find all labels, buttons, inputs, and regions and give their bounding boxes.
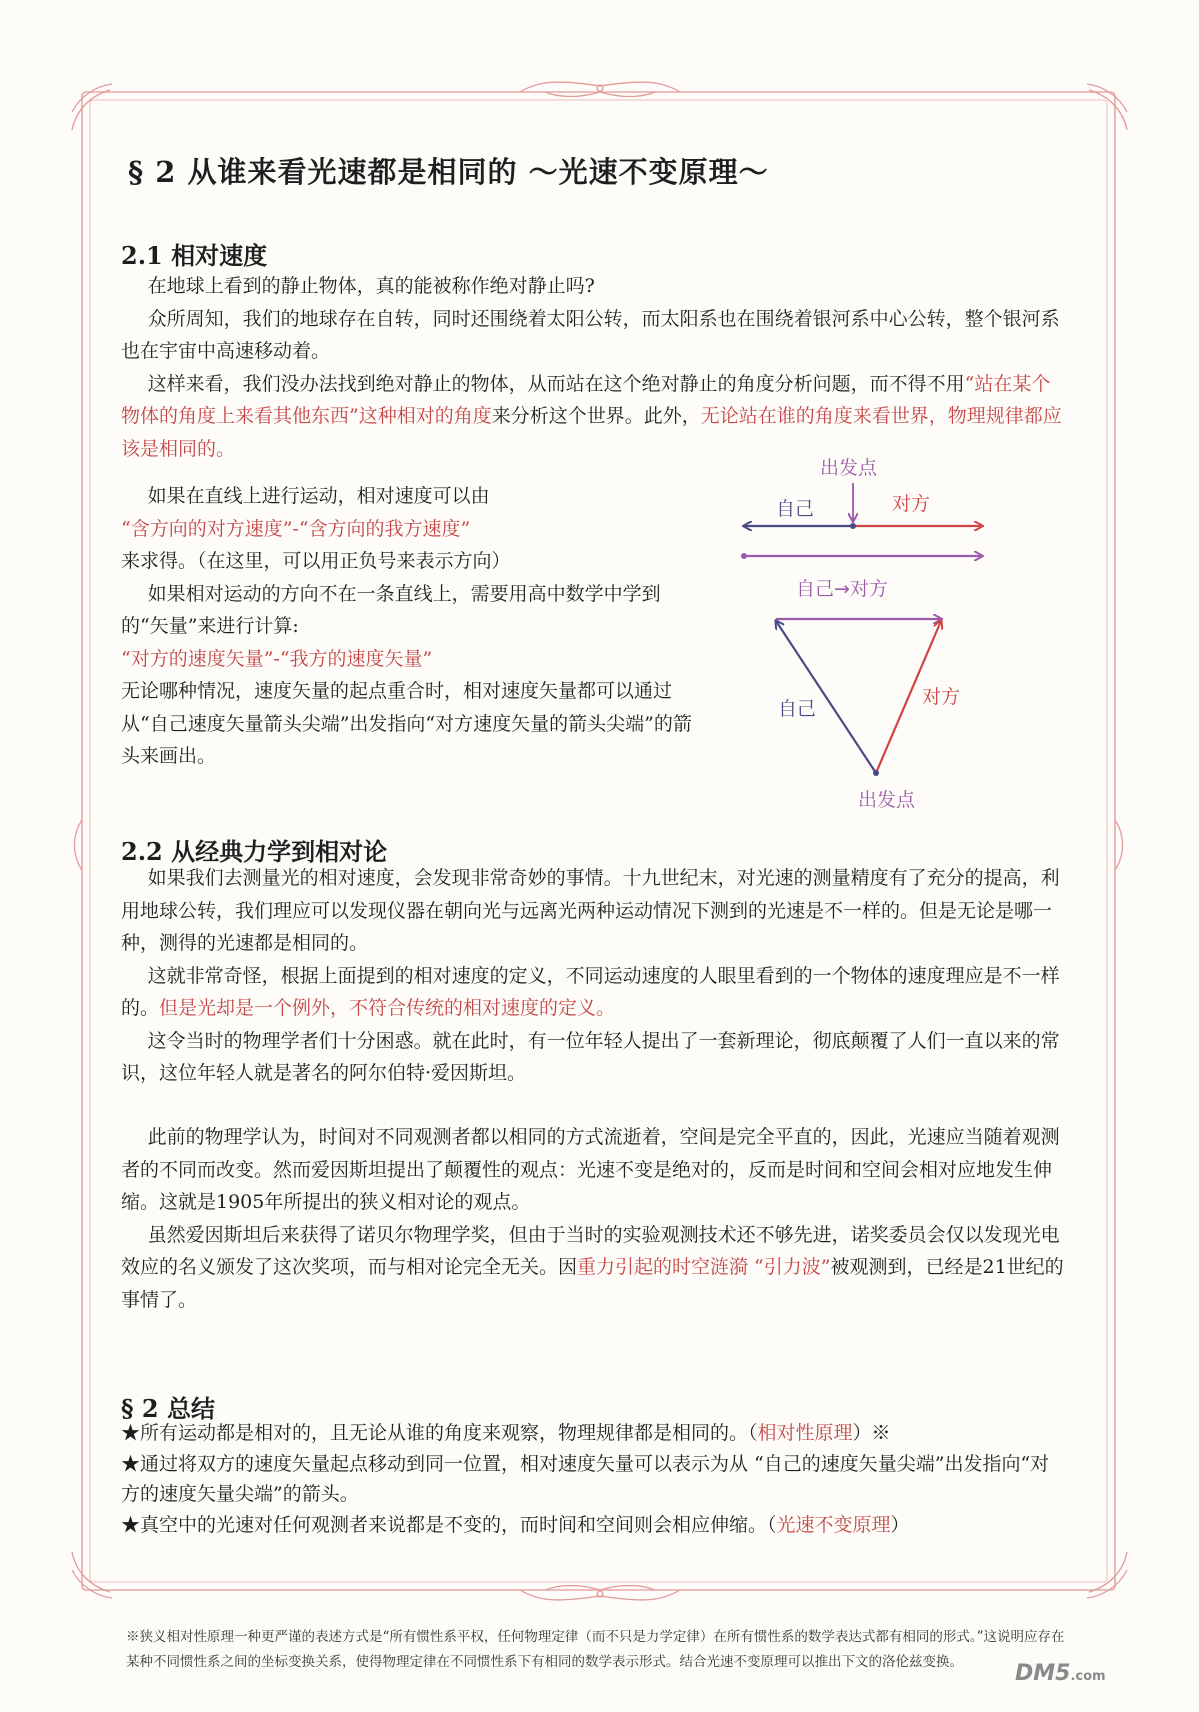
footnote-text: ※狭义相对性原理一种更严谨的表述方式是“所有惯性系平权，任何物理定律（而不只是力学定律）在所有惯性系的数学表达式都有相同的形式。”这说明应存在某种不同惯性系之间的坐标变换关系，使得物理定律在不同惯性系下有相同的数学表示形式。结合光速不变原理可以推出下文的洛伦兹变换。 xyxy=(126,1629,1065,1670)
highlight-text: “站在某个物体的角度上来看其他东西”这种 xyxy=(121,372,1051,427)
paragraph: 此前的物理学认为，时间对不同观测者都以相同的方式流逝着，空间是完全平直的，因此，光速应当随着观测者的不同而改变。然而爱因斯坦提出了颠覆性的观点：光速不变是绝对的，反而是时间和空间会相对应地发生伸缩。这就是1905年所提出的狭义相对论的观点。 xyxy=(121,1126,1060,1213)
relative-start-dot xyxy=(741,553,747,559)
page-title: § 2 从谁来看光速都是相同的 ～光速不变原理～ xyxy=(128,155,769,189)
text: 这就非常奇怪，根据上面提到的相对速度的定义，不同运动速度的人眼里看到的一个物体的速度理应是不一样的。 xyxy=(121,964,1060,1019)
self-label: 自己 xyxy=(776,498,815,520)
highlight-text: 无论站在谁的角度来看世界，物理规律都应该是相同的。 xyxy=(121,405,1062,460)
paragraph xyxy=(121,1219,1067,1317)
paragraph: 这令当时的物理学者们十分困惑。就在此时，有一位年轻人提出了一套新理论，彻底颠覆了人们一直以来的常识，这位年轻人就是著名的阿尔伯特·爱因斯坦。 xyxy=(121,1029,1060,1084)
text: 虽然爱因斯坦后来获得了诺贝尔物理学奖，但由于当时的实验观测技术还不够先进，诺奖委员会仅以发现光电效应的名义颁发了这次奖项，而与相对论完全无关。因 xyxy=(121,1223,1060,1278)
highlight-text: 重力引起的时空涟漪 “引力波” xyxy=(577,1256,831,1278)
paragraph xyxy=(121,960,1067,1025)
paragraph: 无论哪种情况，速度矢量的起点重合时，相对速度矢量都可以通过从“自己速度矢量箭头尖端”出发指向“对方速度矢量的箭头尖端”的箭头来画出。 xyxy=(121,680,692,767)
summary-heading: § 2 总结 xyxy=(121,1394,215,1423)
highlight-text: 相对的角度 xyxy=(396,405,492,427)
paragraph: 众所周知，我们的地球存在自转，同时还围绕着太阳公转，而太阳系也在围绕着银河系中心公转，整个银河系也在宇宙中高速移动着。 xyxy=(121,307,1060,362)
triangle-self-arrow xyxy=(776,621,876,773)
paragraph: 如果相对运动的方向不在一条直线上，需要用高中数学中学到的“矢量”来进行计算: xyxy=(121,582,661,637)
paragraph: 如果在直线上进行运动，相对速度可以由 xyxy=(147,485,490,507)
section-2-1-relative-velocity xyxy=(121,480,701,773)
text: 这样来看，我们没办法找到绝对静止的物体，从而站在这个绝对静止的角度分析问题，而不得不用 xyxy=(147,372,965,395)
paragraph: 来求得。（在这里，可以用正负号来表示方向） xyxy=(121,550,511,572)
section-2-2-body xyxy=(121,862,1067,1090)
text: ）※ xyxy=(852,1422,891,1444)
summary-item xyxy=(121,1418,1067,1449)
text: 被观测到，已经是21世纪的事情了。 xyxy=(121,1256,1064,1311)
text: ★所有运动都是相对的，且无论从谁的角度来观察，物理规律都是相同的。（ xyxy=(121,1422,758,1444)
summary-item xyxy=(121,1510,1067,1541)
text: ★真空中的光速对任何观测者来说都是不变的，而时间和空间则会相应伸缩。（ xyxy=(121,1513,777,1536)
vector-diagram xyxy=(720,445,1020,815)
highlight-text: 但是光却是一个例外，不符合传统的相对速度的定义。 xyxy=(159,997,616,1019)
watermark-main: DM5 xyxy=(1015,1661,1071,1686)
triangle-other-label: 对方 xyxy=(922,686,961,708)
start-point-label: 出发点 xyxy=(820,457,878,479)
watermark-logo xyxy=(1015,1661,1106,1686)
watermark-suffix: .com xyxy=(1070,1669,1106,1684)
origin-dot xyxy=(850,523,856,529)
triangle-start-label: 出发点 xyxy=(858,789,916,811)
section-2-2-heading: 2.2 从经典力学到相对论 xyxy=(121,837,388,866)
footnote xyxy=(126,1625,1076,1675)
other-label: 对方 xyxy=(892,493,931,515)
section-2-1-heading: 2.1 相对速度 xyxy=(121,241,268,270)
relative-label: 自己→对方 xyxy=(796,578,888,600)
highlight-text: 光速不变原理 xyxy=(776,1513,891,1536)
section-2-2-body-continued xyxy=(121,1121,1067,1316)
section-2-1-intro xyxy=(121,270,1067,465)
paragraph: 如果我们去测量光的相对速度，会发现非常奇妙的事情。十九世纪末，对光速的测量精度有了充分的提高，利用地球公转，我们理应可以发现仪器在朝向光与远离光两种运动情况下测到的光速是不一样的。但是无论是哪一种，测得的光速都是相同的。 xyxy=(121,867,1060,954)
triangle-self-label: 自己 xyxy=(778,698,817,720)
triangle-origin-dot xyxy=(873,770,879,776)
highlight-formula: “对方的速度矢量”-“我方的速度矢量” xyxy=(121,647,433,670)
highlight-text: 相对性原理 xyxy=(757,1422,853,1444)
summary-list xyxy=(121,1418,1067,1540)
summary-item: ★通过将双方的速度矢量起点移动到同一位置，相对速度矢量可以表示为从 “自己的速度矢量尖端”出发指向“对方的速度矢量尖端”的箭头。 xyxy=(121,1452,1050,1505)
paragraph: 在地球上看到的静止物体，真的能被称作绝对静止吗? xyxy=(147,275,595,297)
text: 来分析这个世界。此外， xyxy=(491,405,701,427)
highlight-formula: “含方向的对方速度”-“含方向的我方速度” xyxy=(121,517,471,540)
text: ） xyxy=(890,1513,910,1536)
